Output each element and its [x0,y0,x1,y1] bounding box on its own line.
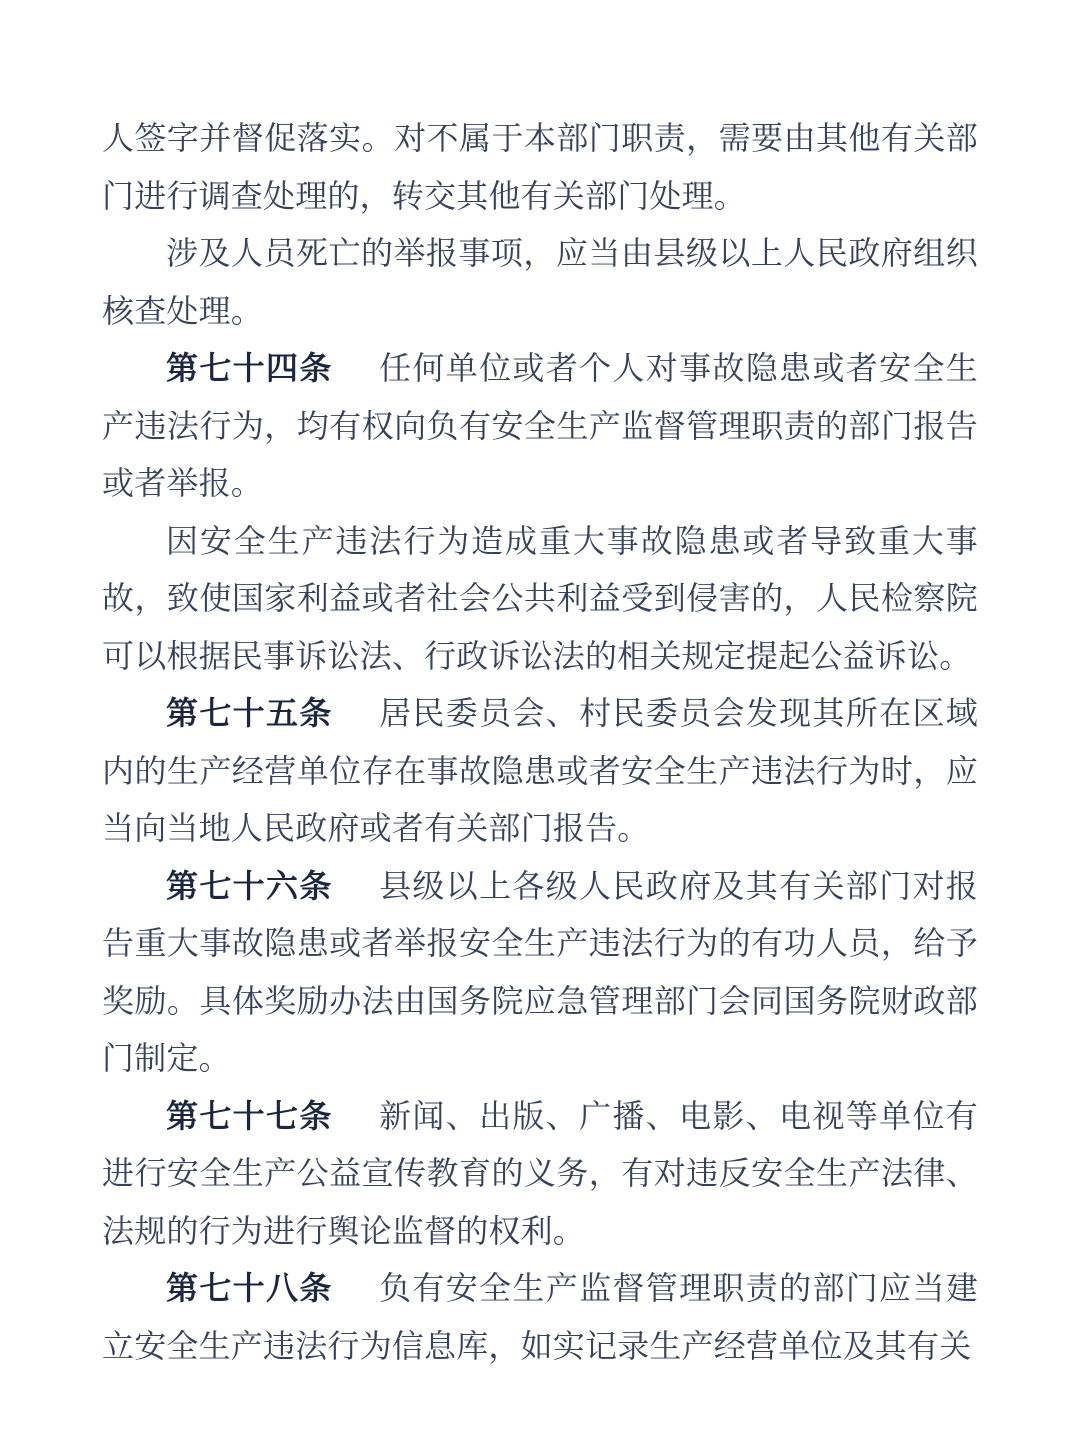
paragraph-text: 新闻、出版、广播、电影、电视等单位有进行安全生产公益宣传教育的义务，有对违反安全生产法律、法规的行为进行舆论监督的权利。 [102,1096,978,1250]
paragraph-text: 负有安全生产监督管理职责的部门应当建立安全生产违法行为信息库，如实记录生产经营单位及其有关 [102,1269,978,1365]
article-number: 第七十四条 [166,349,333,387]
article-number: 第七十五条 [166,694,333,732]
paragraph-text: 县级以上各级人民政府及其有关部门对报告重大事故隐患或者举报安全生产违法行为的有功人员，给予奖励。具体奖励办法由国务院应急管理部门会同国务院财政部门制定。 [102,866,978,1077]
paragraph-text: 因安全生产违法行为造成重大事故隐患或者导致重大事故，致使国家利益或者社会公共利益受到侵害的，人民检察院可以根据民事诉讼法、行政诉讼法的相关规定提起公益诉讼。 [102,521,978,675]
article-number: 第七十六条 [166,866,333,905]
paragraph [102,1088,978,1261]
paragraph [102,110,978,225]
article-number: 第七十七条 [166,1096,333,1135]
paragraph [102,225,978,340]
article-number: 第七十八条 [166,1269,333,1307]
paragraph [102,340,978,513]
document-body [102,110,978,1375]
paragraph [102,685,978,858]
paragraph-text: 涉及人员死亡的举报事项，应当由县级以上人民政府组织核查处理。 [102,234,978,330]
paragraph [102,1260,978,1375]
paragraph [102,858,978,1088]
paragraph [102,513,978,686]
paragraph-text: 居民委员会、村民委员会发现其所在区域内的生产经营单位存在事故隐患或者安全生产违法行为时，应当向当地人民政府或者有关部门报告。 [102,694,978,847]
paragraph-text: 人签字并督促落实。对不属于本部门职责，需要由其他有关部门进行调查处理的，转交其他有关部门处理。 [102,119,978,215]
paragraph-text: 任何单位或者个人对事故隐患或者安全生产违法行为，均有权向负有安全生产监督管理职责的部门报告或者举报。 [102,349,978,502]
